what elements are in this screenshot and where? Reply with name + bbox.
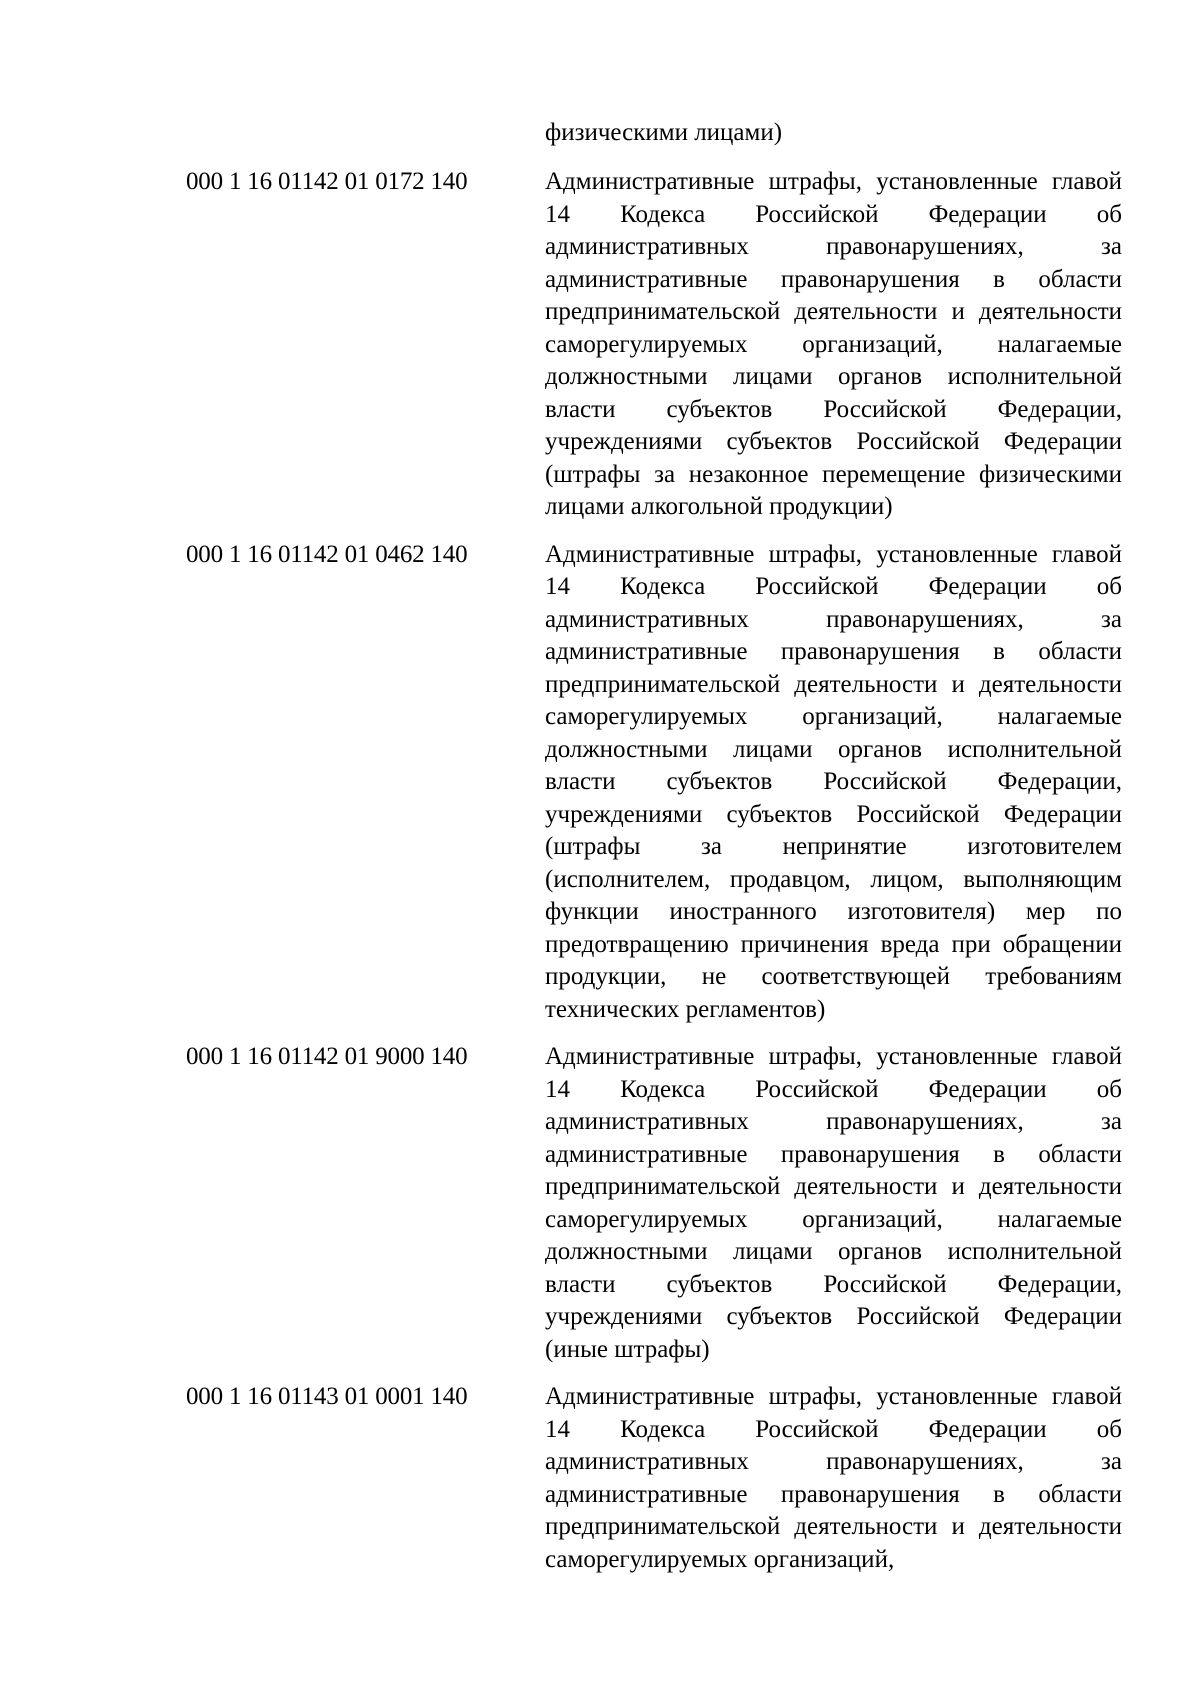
budget-classification-code: 000 1 16 01142 01 0172 140 xyxy=(186,168,468,195)
budget-classification-code: 000 1 16 01142 01 0462 140 xyxy=(186,540,468,568)
budget-codes-table xyxy=(186,166,1122,1591)
income-description: Административные штрафы, установленные главой 14 Кодекса Российской Федерации об административных правонарушениях, за административные правонарушения в области предпринимательской деятельности и деятельности саморегулируемых организаций, xyxy=(545,1383,1122,1573)
table-row xyxy=(186,1041,1122,1366)
income-description: Административные штрафы, установленные главой 14 Кодекса Российской Федерации об административных правонарушениях, за административные правонарушения в области предпринимательской деятельности и деятельности саморегулируемых организаций, налагаемые должностными лицами органов исполнительной власти субъектов Российской Федерации, учреждениями субъектов Российской Федерации (штрафы за непринятие изготовителем (исполнителем, продавцом, лицом, выполняющим функции иностранного изготовителя) мер по предотвращению причинения вреда при обращении продукции, не соответствующей требованиям технических регламентов) xyxy=(545,540,1122,1023)
budget-classification-code: 000 1 16 01142 01 9000 140 xyxy=(186,1043,468,1070)
income-description: Административные штрафы, установленные главой 14 Кодекса Российской Федерации об административных правонарушениях, за административные правонарушения в области предпринимательской деятельности и деятельности саморегулируемых организаций, налагаемые должностными лицами органов исполнительной власти субъектов Российской Федерации, учреждениями субъектов Российской Федерации (штрафы за незаконное перемещение физическими лицами алкогольной продукции) xyxy=(545,168,1122,520)
budget-classification-code: 000 1 16 01143 01 0001 140 xyxy=(186,1383,468,1410)
table-row xyxy=(186,1381,1122,1576)
income-description: Административные штрафы, установленные главой 14 Кодекса Российской Федерации об административных правонарушениях, за административные правонарушения в области предпринимательской деятельности и деятельности саморегулируемых организаций, налагаемые должностными лицами органов исполнительной власти субъектов Российской Федерации, учреждениями субъектов Российской Федерации (иные штрафы) xyxy=(545,1043,1122,1363)
table-row xyxy=(186,166,1122,524)
table-row xyxy=(186,539,1122,1027)
continued-description-text: физическими лицами) xyxy=(545,119,783,146)
